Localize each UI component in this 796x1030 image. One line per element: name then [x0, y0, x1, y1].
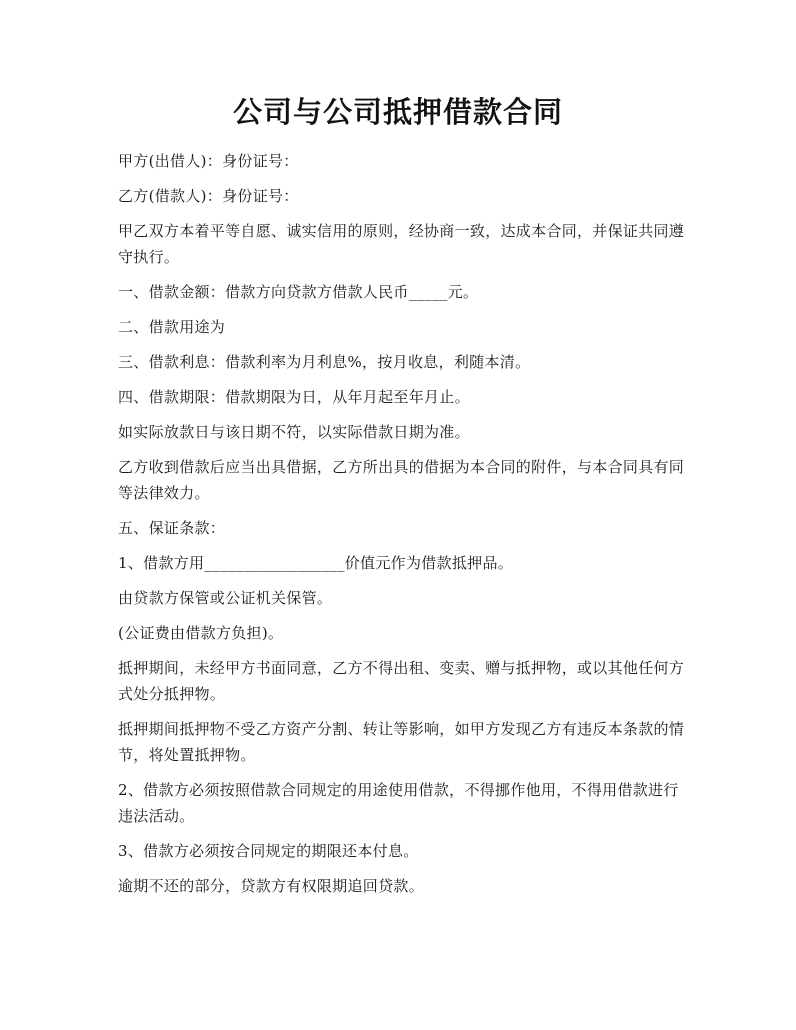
- paragraph-loan-term: 四、借款期限：借款期限为日，从年月起至年月止。: [118, 388, 470, 406]
- paragraph-overdue-clause: 逾期不还的部分，贷款方有权限期追回贷款。: [118, 877, 425, 895]
- paragraph-notary-fee: (公证费由借款方负担)。: [118, 624, 284, 642]
- paragraph-collateral: 1、借款方用__________________价值元作为借款抵押品。: [118, 554, 514, 572]
- paragraph-receipt: 乙方收到借款后应当出具借据，乙方所出具的借据为本合同的附件，与本合同具有同等法律效力。: [118, 458, 685, 502]
- paragraph-lender: 甲方(出借人)：身份证号：: [118, 152, 299, 170]
- document-title: 公司与公司抵押借款合同: [232, 95, 563, 129]
- paragraph-usage-clause: 2、借款方必须按照借款合同规定的用途使用借款，不得挪作他用，不得用借款进行违法活动。: [118, 781, 679, 825]
- paragraph-mortgage-restriction: 抵押期间，未经甲方书面同意，乙方不得出租、变卖、赠与抵押物，或以其他任何方式处分抵押物。: [118, 659, 685, 703]
- document-body: [118, 148, 690, 908]
- paragraph-custody: 由贷款方保管或公证机关保管。: [118, 589, 333, 607]
- paragraph-guarantee-heading: 五、保证条款：: [118, 519, 226, 537]
- paragraph-actual-date: 如实际放款日与该日期不符，以实际借款日期为准。: [118, 423, 470, 441]
- paragraph-borrower: 乙方(借款人)：身份证号：: [118, 187, 299, 205]
- paragraph-loan-amount: 一、借款金额：借款方向贷款方借款人民币_____元。: [118, 283, 479, 301]
- paragraph-mortgage-protection: 抵押期间抵押物不受乙方资产分割、转让等影响，如甲方发现乙方有违反本条款的情节，将处置抵押物。: [118, 720, 685, 764]
- paragraph-preamble: 甲乙双方本着平等自愿、诚实信用的原则，经协商一致，达成本合同，并保证共同遵守执行。: [118, 222, 685, 266]
- paragraph-loan-purpose: 二、借款用途为: [118, 318, 226, 336]
- paragraph-loan-interest: 三、借款利息：借款利率为月利息%，按月收息，利随本清。: [118, 353, 531, 371]
- paragraph-repayment-clause: 3、借款方必须按合同规定的期限还本付息。: [118, 842, 419, 860]
